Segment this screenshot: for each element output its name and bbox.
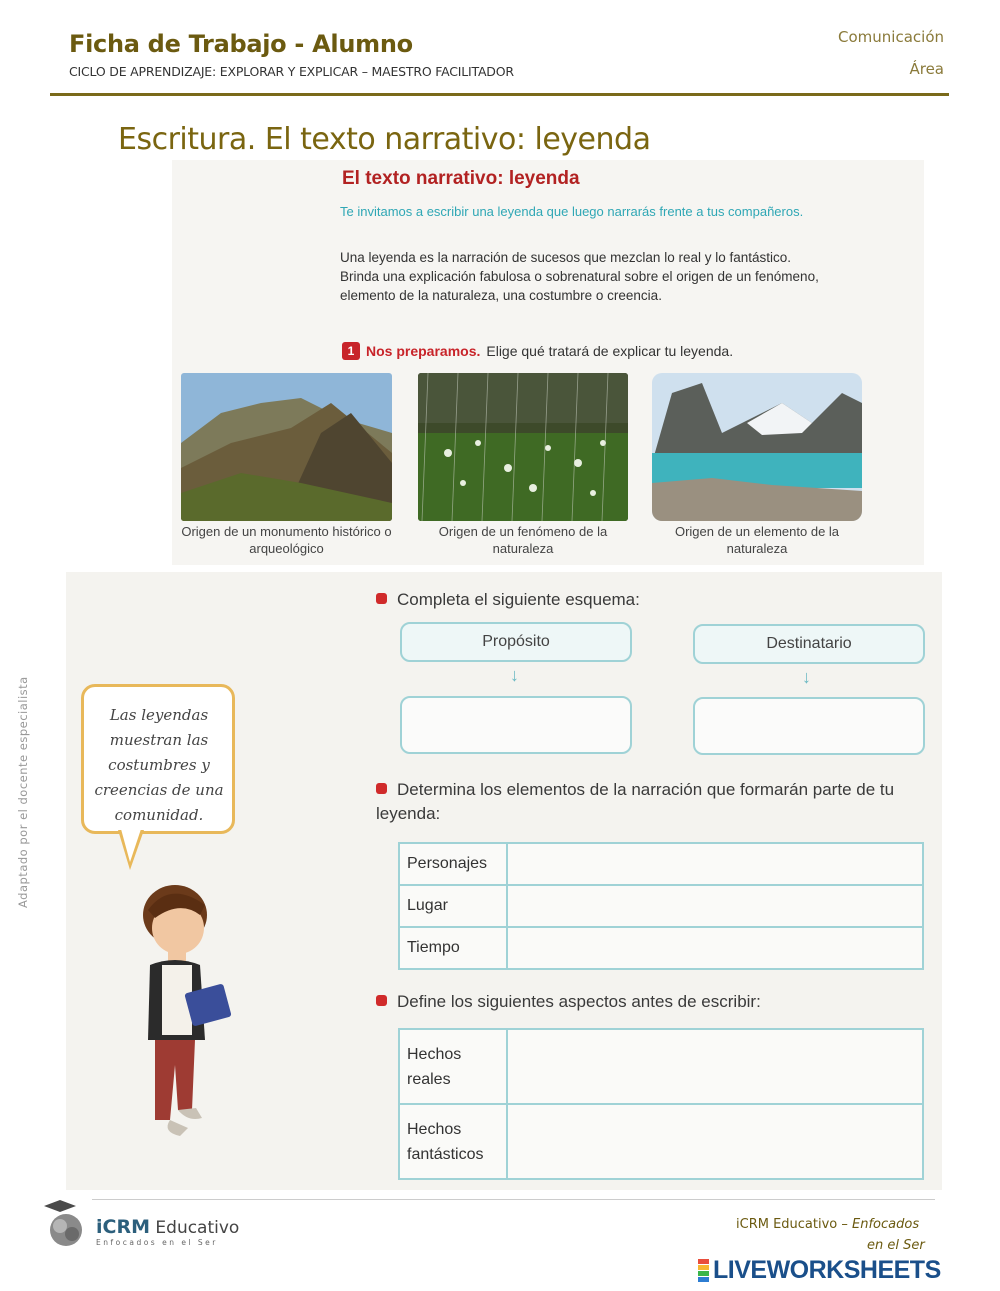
table-row	[399, 885, 923, 927]
answer-cell-real-facts[interactable]	[507, 1029, 923, 1104]
footer-brand: iCRM Educativo – Enfocados	[736, 1217, 920, 1232]
scheme-header-audience: Destinatario	[693, 624, 925, 664]
side-note-adapted: Adaptado por el docente especialista	[16, 676, 30, 908]
answer-cell-characters[interactable]	[507, 843, 923, 885]
purpose-answer-box[interactable]	[400, 696, 632, 754]
row-label: Tiempo	[399, 927, 507, 969]
elements-instruction: Determina los elementos de la narración que formarán parte de tu leyenda:	[376, 780, 895, 823]
bullet-icon	[376, 995, 387, 1006]
audience-answer-box[interactable]	[693, 697, 925, 755]
subject-label: Comunicación	[838, 28, 944, 46]
worksheet-subtitle: CICLO DE APRENDIZAJE: EXPLORAR Y EXPLICAR – MAESTRO FACILITADOR	[69, 64, 514, 79]
step-number-badge: 1	[342, 342, 360, 360]
area-label: Área	[909, 60, 944, 78]
footer-divider	[92, 1199, 935, 1200]
icrm-logo-icon	[36, 1200, 96, 1252]
aspects-instruction: Define los siguientes aspectos antes de escribir:	[376, 990, 761, 1014]
narrative-elements-table	[398, 842, 924, 970]
worksheet-title: Ficha de Trabajo - Alumno	[69, 30, 413, 58]
photo-caption: Origen de un elemento de la naturaleza	[674, 524, 840, 556]
bullet-icon	[376, 783, 387, 794]
step-text: Elige qué tratará de explicar tu leyenda.	[486, 343, 734, 359]
aspects-table	[398, 1028, 924, 1180]
answer-cell-fantastic-facts[interactable]	[507, 1104, 923, 1179]
photo-caption: Origen de un monumento histórico o arqueológico	[181, 524, 392, 556]
photo-mountain-ruins	[181, 373, 392, 521]
table-row	[399, 843, 923, 885]
student-illustration	[100, 870, 270, 1170]
table-row	[399, 1029, 923, 1104]
table-row	[399, 927, 923, 969]
scheme-instruction: Completa el siguiente esquema:	[376, 588, 640, 612]
liveworksheets-text: LIVEWORKSHEETS	[713, 1256, 941, 1284]
page-heading: Escritura. El texto narrativo: leyenda	[118, 122, 651, 157]
liveworksheets-icon	[698, 1259, 709, 1282]
footer-slogan: en el Ser	[867, 1238, 925, 1253]
speech-bubble-text: Las leyendas muestran las costumbres y creencias de una comunidad.	[94, 706, 224, 824]
table-row	[399, 1104, 923, 1179]
bullet-icon	[376, 593, 387, 604]
row-label: Personajes	[399, 843, 507, 885]
photo-mountain-lake	[652, 373, 862, 521]
answer-cell-place[interactable]	[507, 885, 923, 927]
photo-caption: Origen de un fenómeno de la naturaleza	[438, 524, 608, 556]
arrow-down-icon: ↓	[510, 665, 519, 685]
row-label: Lugar	[399, 885, 507, 927]
answer-cell-time[interactable]	[507, 927, 923, 969]
logo-tagline: Enfocados en el Ser	[96, 1238, 218, 1247]
arrow-down-icon: ↓	[802, 667, 811, 687]
step-heading	[342, 342, 733, 360]
step-label: Nos preparamos.	[366, 343, 481, 359]
book-invite-text: Te invitamos a escribir una leyenda que luego narrarás frente a tus compañeros.	[340, 204, 804, 219]
photo-rain-flowers	[418, 373, 628, 521]
header-divider	[50, 93, 949, 96]
liveworksheets-logo[interactable]	[698, 1256, 941, 1285]
row-label: Hechos fantásticos	[399, 1104, 507, 1179]
book-title: El texto narrativo: leyenda	[342, 168, 580, 189]
scheme-header-purpose: Propósito	[400, 622, 632, 662]
book-definition: Una leyenda es la narración de sucesos que mezclan lo real y lo fantástico. Brinda una explicación fabulosa o sobrenatural sobre el origen de un fenómeno, elemento de la naturaleza, una costumbre o creencia.	[340, 250, 819, 303]
logo-text: iCRM Educativo	[96, 1216, 240, 1238]
row-label: Hechos reales	[399, 1029, 507, 1104]
